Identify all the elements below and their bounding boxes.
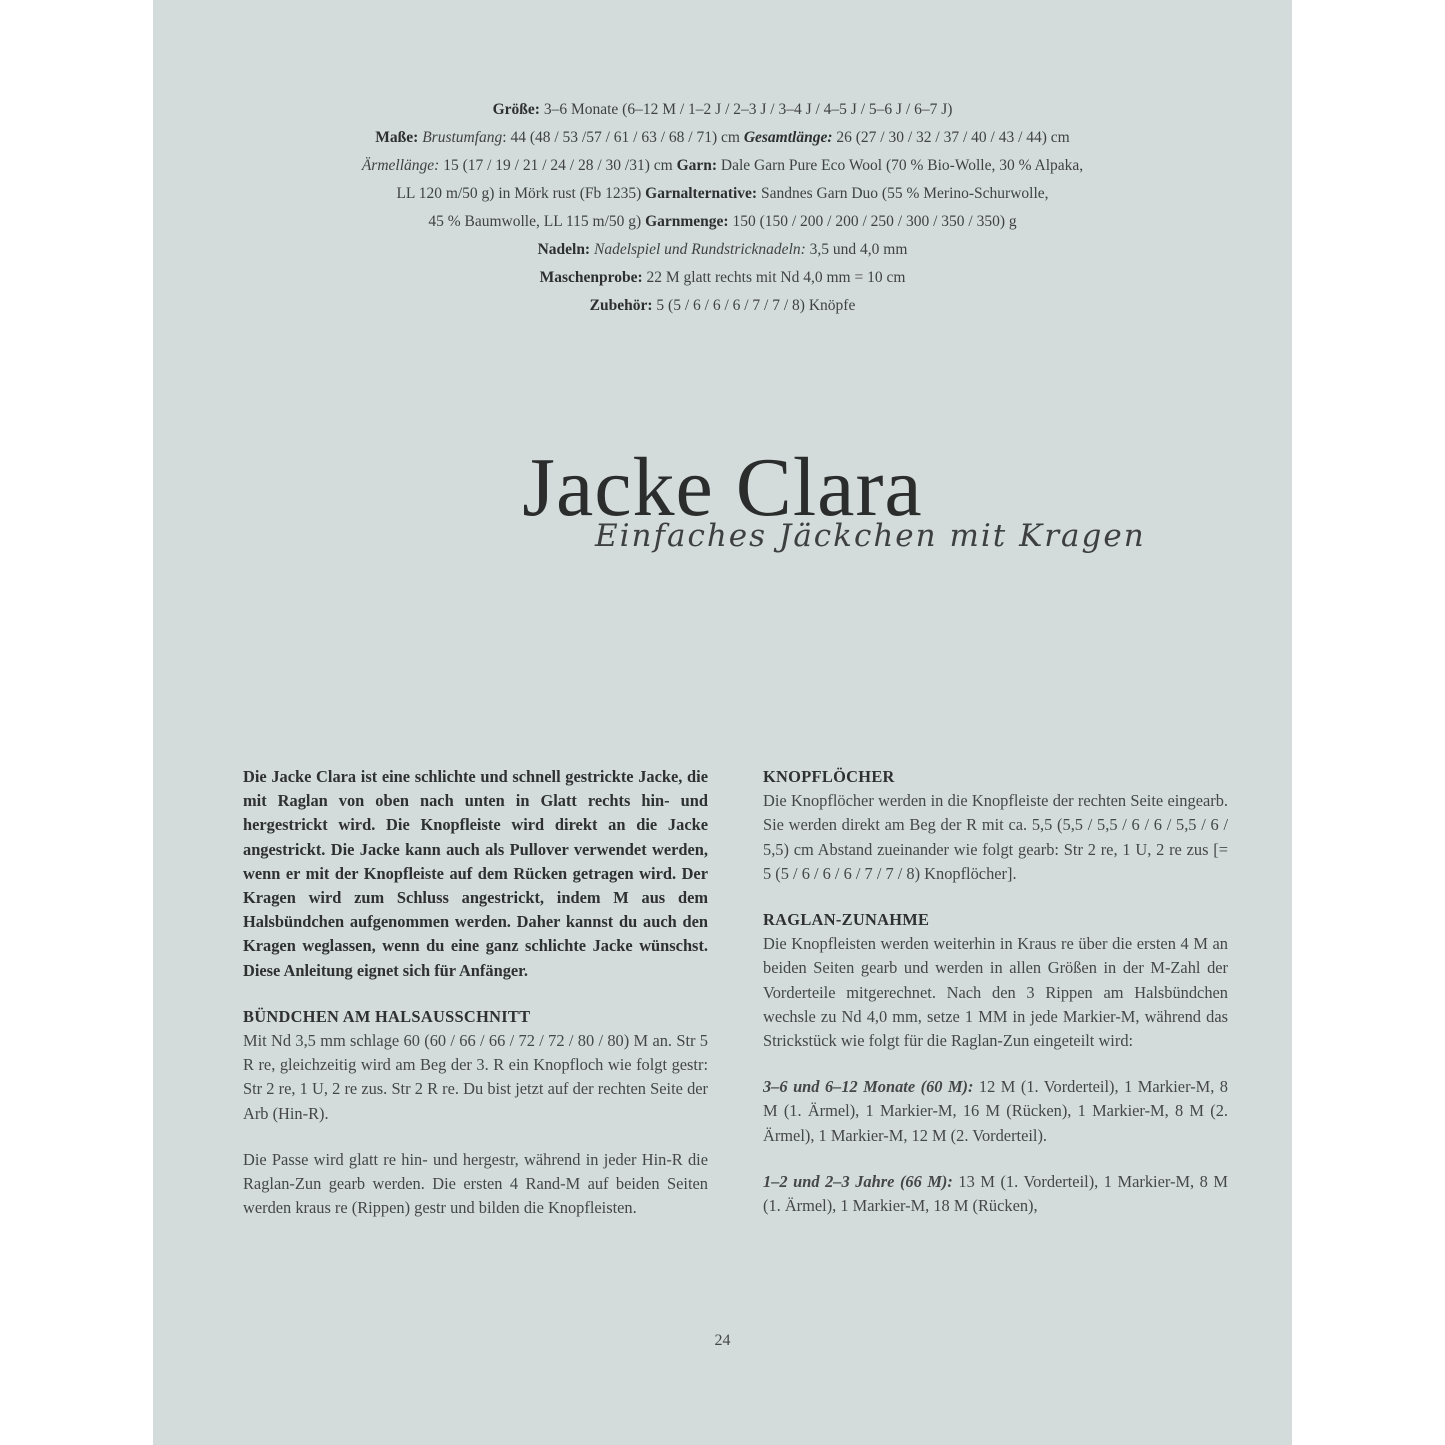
pattern-specs [153,96,1292,320]
section-heading-raglan: RAGLAN-ZUNAHME [763,910,930,930]
neckband-paragraph: Mit Nd 3,5 mm schlage 60 (60 / 66 / 66 / 72 / 72 / 80 / 80) M an. Str 5 R re, gleichzeitig wird am Beg der 3. R ein Knopfloch wie folgt gestr: Str 2 re, 1 U, 2 re zus. Str 2 R re. Du bist jetzt auf der rechten Seite der Arb (Hin-R). [243,1031,708,1123]
intro-paragraph: Die Jacke Clara ist eine schlichte und schnell gestrickte Jacke, die mit Raglan von oben nach unten in Glatt rechts hin- und hergestrickt wird. Die Knopfleiste wird direkt an die Jacke angestrickt. Die Jacke kann auch als Pullover verwendet werden, wenn er mit der Knopfleiste auf dem Rücken getragen wird. Der Kragen wird zum Schluss angestrickt, indem M aus dem Halsbündchen aufgenommen werden. Daher kannst du auch den Kragen weglassen, wenn du eine ganz schlichte Jacke wünschst. Diese Anleitung eignet sich für Anfänger. [243,767,708,980]
page-number: 24 [714,1332,731,1349]
section-heading-neckband: BÜNDCHEN AM HALSAUSSCHNITT [243,1006,531,1026]
spec-sleeve-yarn: Ärmellänge: 15 (17 / 19 / 21 / 24 / 28 / 30 /31) cm Garn: Dale Garn Pure Eco Wool (70 % Bio-Wolle, 30 % Alpaka, [361,157,1084,174]
left-column [243,765,708,1220]
book-page [153,0,1292,1445]
pattern-subtitle: Einfaches Jäckchen mit Kragen [595,518,1146,554]
spec-measures: Maße: Brustumfang: 44 (48 / 53 /57 / 61 / 63 / 68 / 71) cm Gesamtlänge: 26 (27 / 30 / 32 / 37 / 40 / 43 / 44) cm [375,129,1070,146]
raglan-size-2: 1–2 und 2–3 Jahre (66 M): 13 M (1. Vorderteil), 1 Markier-M, 8 M (1. Ärmel), 1 Markier-M, 18 M (Rücken), [763,1171,1228,1216]
pattern-title: Jacke Clara [522,441,923,534]
spec-size: Größe: 3–6 Monate (6–12 M / 1–2 J / 2–3 J / 3–4 J / 4–5 J / 5–6 J / 6–7 J) [492,101,953,118]
yoke-paragraph: Die Passe wird glatt re hin- und hergestr, während in jeder Hin-R die Raglan-Zun gearb werden. Die ersten 4 Rand-M auf beiden Seiten werden kraus re (Rippen) gestr und bilden die Knopfleisten. [243,1149,708,1218]
spec-accessories: Zubehör: 5 (5 / 6 / 6 / 6 / 7 / 7 / 8) Knöpfe [589,297,856,314]
raglan-paragraph: Die Knopfleisten werden weiterhin in Kraus re über die ersten 4 M an beiden Seiten gearb und werden in allen Größen in der M-Zahl der Vorderteile mitgerechnet. Nach den 3 Rippen am Halsbündchen wechsle zu Nd 4,0 mm, setze 1 MM in jede Markier-M, während das Strickstück wie folgt für die Raglan-Zun eingeteilt wird: [763,934,1228,1051]
spec-yarn-alternative: LL 120 m/50 g) in Mörk rust (Fb 1235) Garnalternative: Sandnes Garn Duo (55 % Merino-Schurwolle, [396,185,1049,202]
raglan-size-1: 3–6 und 6–12 Monate (60 M): 12 M (1. Vorderteil), 1 Markier-M, 8 M (1. Ärmel), 1 Markier-M, 16 M (Rücken), 1 Markier-M, 8 M (2. Ärmel), 1 Markier-M, 12 M (2. Vorderteil). [763,1077,1229,1145]
spec-needles: Nadeln: Nadelspiel und Rundstricknadeln: 3,5 und 4,0 mm [537,241,908,258]
buttonholes-paragraph: Die Knopflöcher werden in die Knopfleiste der rechten Seite eingearb. Sie werden direkt am Beg der R mit ca. 5,5 (5,5 / 5,5 / 6 / 6 / 5,5 / 6 / 5,5) cm Abstand zueinander wie folgt gearb: Str 2 re, 1 U, 2 re zus [= 5 (5 / 6 / 6 / 6 / 7 / 7 / 8) Knopflöcher]. [763,791,1228,883]
spec-yarn-amount: 45 % Baumwolle, LL 115 m/50 g) Garnmenge: 150 (150 / 200 / 200 / 250 / 300 / 350 / 350) g [428,213,1017,230]
section-heading-buttonholes: KNOPFLÖCHER [763,767,895,786]
right-column [763,765,1228,1218]
spec-gauge: Maschenprobe: 22 M glatt rechts mit Nd 4,0 mm = 10 cm [539,269,906,286]
